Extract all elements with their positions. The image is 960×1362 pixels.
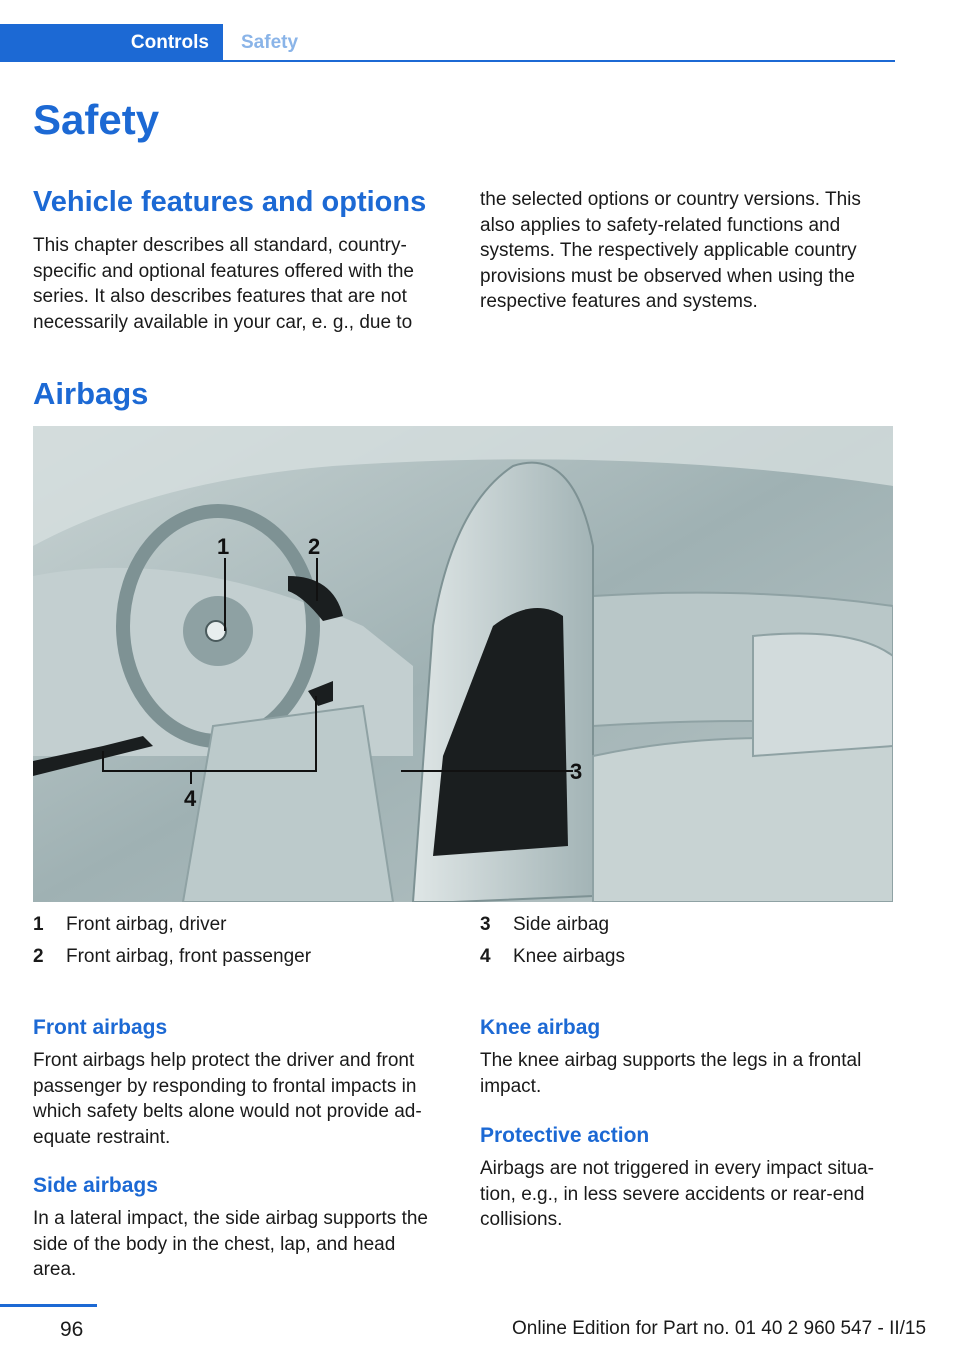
tab-controls[interactable]: Controls	[0, 24, 223, 62]
side-airbags-text	[33, 1206, 443, 1283]
text-line: Front airbags help protect the driver and front	[33, 1050, 415, 1071]
legend-number: 2	[33, 946, 44, 967]
tab-safety[interactable]: Safety	[241, 32, 299, 53]
legend-label: Knee airbags	[513, 946, 625, 967]
text-line: necessarily available in your car, e. g., due to	[33, 311, 413, 333]
edition-info: Online Edition for Part no. 01 40 2 960 547 - II/15	[512, 1318, 927, 1339]
text-line: side of the body in the chest, lap, and head	[33, 1233, 396, 1255]
legend-number: 1	[33, 914, 44, 935]
knee-airbag-heading: Knee airbag	[480, 1016, 601, 1039]
knee-airbag-text	[480, 1048, 900, 1099]
text-line: tion, e.g., in less severe accidents or rear-end	[480, 1183, 865, 1205]
text-line: also applies to safety-related functions and	[480, 214, 841, 236]
section-title-vehicle-features: Vehicle features and options	[33, 186, 427, 218]
text-line: the selected options or country versions. This	[480, 189, 861, 210]
header-divider	[0, 60, 895, 62]
text-line: respective features and systems.	[480, 291, 758, 312]
footer-divider	[0, 1304, 97, 1307]
legend-label: Front airbag, driver	[66, 914, 227, 935]
side-airbags-heading: Side airbags	[33, 1174, 158, 1197]
text-line: area.	[33, 1259, 77, 1280]
protective-action-heading: Protective action	[480, 1124, 650, 1147]
text-line: In a lateral impact, the side airbag supports the	[33, 1208, 429, 1229]
section-title-airbags: Airbags	[33, 376, 149, 411]
car-interior-drawing	[33, 426, 893, 902]
text-line: which safety belts alone would not provide ad‐	[33, 1101, 422, 1122]
intro-text-left	[33, 233, 443, 335]
text-line: impact.	[480, 1075, 542, 1097]
callout-1: 1	[217, 534, 230, 559]
legend-number: 4	[480, 946, 491, 967]
figure-legend	[33, 914, 893, 974]
legend-label: Side airbag	[513, 914, 610, 935]
text-line: equate restraint.	[33, 1126, 171, 1148]
callout-4: 4	[184, 786, 197, 811]
text-line: This chapter describes all standard, country-	[33, 235, 407, 256]
text-line: collisions.	[480, 1209, 563, 1230]
page-number: 96	[60, 1318, 84, 1341]
intro-text-right	[480, 187, 900, 315]
callout-2: 2	[308, 534, 321, 559]
text-line: specific and optional features offered with the	[33, 260, 414, 282]
airbag-illustration	[33, 426, 893, 902]
text-line: The knee airbag supports the legs in a frontal	[480, 1050, 862, 1071]
front-airbags-text	[33, 1048, 443, 1150]
text-line: systems. The respectively applicable country	[480, 240, 857, 261]
text-line: passenger by responding to frontal impacts in	[33, 1075, 417, 1097]
callout-3: 3	[570, 759, 583, 784]
text-line: provisions must be observed when using the	[480, 265, 855, 287]
legend-label: Front airbag, front passenger	[66, 946, 312, 967]
text-line: series. It also describes features that are not	[33, 286, 407, 307]
front-airbags-heading: Front airbags	[33, 1016, 168, 1039]
page-title: Safety	[33, 96, 160, 143]
legend-number: 3	[480, 914, 491, 935]
protective-action-text	[480, 1156, 900, 1233]
text-line: Airbags are not triggered in every impact situa‐	[480, 1158, 874, 1179]
